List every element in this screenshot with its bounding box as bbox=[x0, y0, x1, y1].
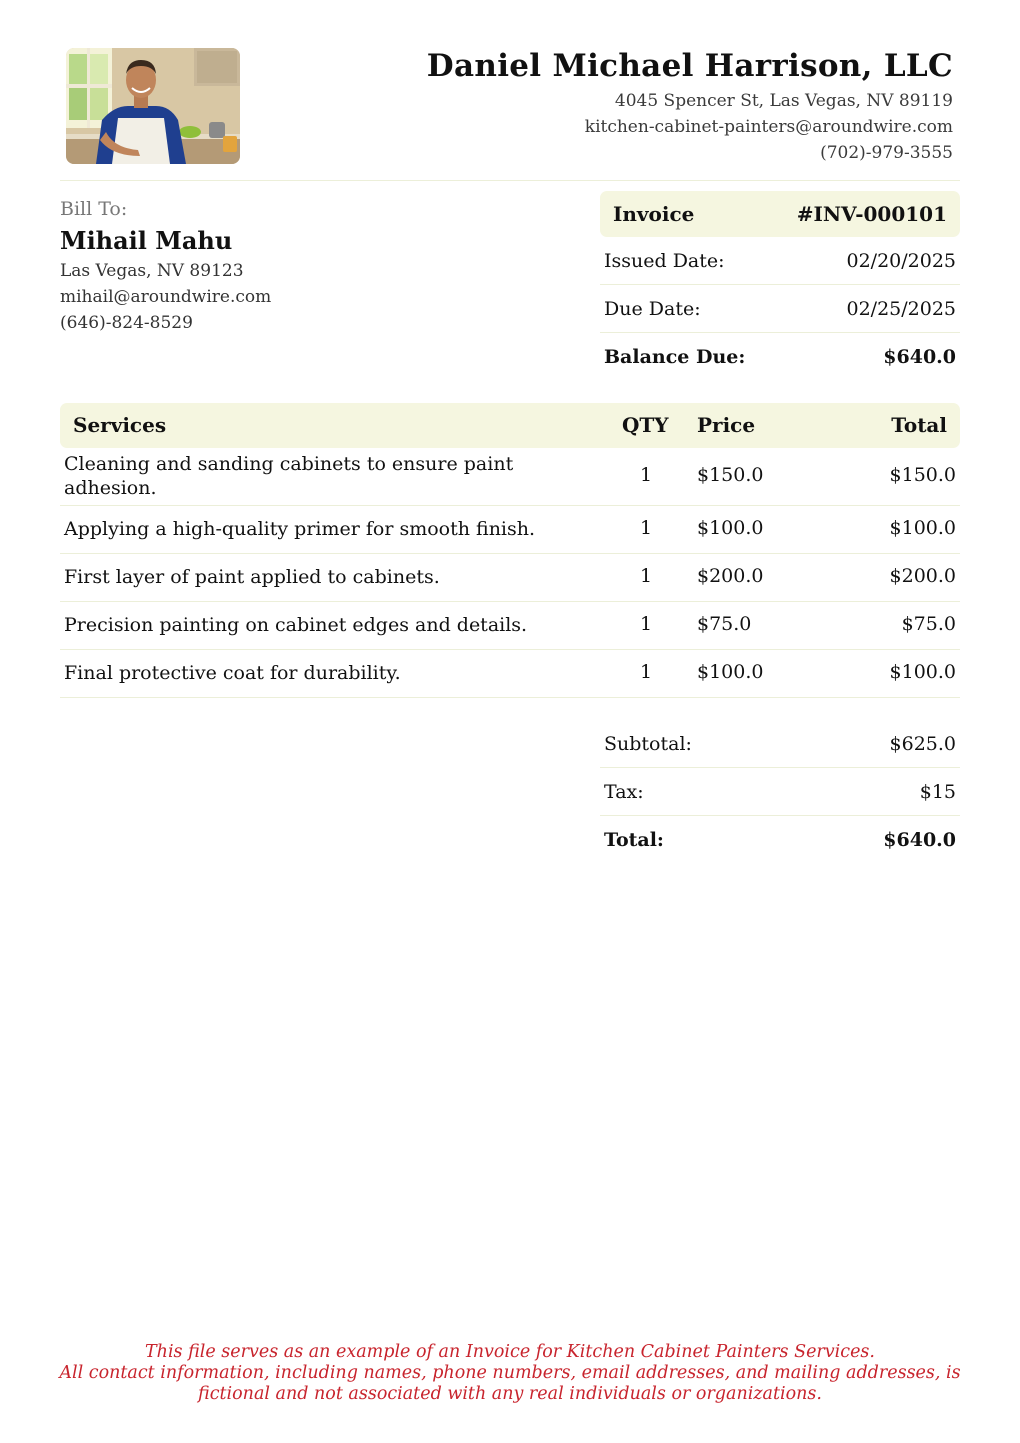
tax-label: Tax: bbox=[604, 780, 644, 803]
balance-due-label: Balance Due: bbox=[604, 345, 746, 368]
invoice-number: #INV-000101 bbox=[796, 202, 947, 226]
header-services: Services bbox=[73, 413, 167, 437]
service-total: $75.0 bbox=[901, 613, 956, 635]
table-row bbox=[60, 506, 960, 554]
total-label: Total: bbox=[604, 828, 664, 851]
company-address: 4045 Spencer St, Las Vegas, NV 89119 bbox=[614, 91, 953, 111]
services-table bbox=[60, 403, 960, 698]
client-name: Mihail Mahu bbox=[60, 226, 233, 255]
service-total: $150.0 bbox=[889, 464, 956, 486]
tax-row bbox=[600, 768, 960, 816]
client-phone[interactable]: (646)-824-8529 bbox=[60, 313, 193, 333]
invoice-meta bbox=[600, 191, 960, 380]
subtotal-label: Subtotal: bbox=[604, 732, 692, 755]
issued-date-label: Issued Date: bbox=[604, 249, 725, 272]
balance-due-value: $640.0 bbox=[883, 345, 956, 368]
disclaimer-line-3: fictional and not associated with any real individuals or organizations. bbox=[198, 1384, 822, 1404]
service-qty: 1 bbox=[640, 464, 653, 486]
client-address: Las Vegas, NV 89123 bbox=[60, 261, 244, 281]
company-email[interactable]: kitchen-cabinet-painters@aroundwire.com bbox=[584, 117, 953, 137]
balance-due-row bbox=[600, 333, 960, 380]
service-total: $100.0 bbox=[889, 517, 956, 539]
bill-to-label: Bill To: bbox=[60, 198, 128, 220]
table-row bbox=[60, 554, 960, 602]
invoice-header bbox=[60, 46, 960, 181]
disclaimer-note bbox=[20, 1342, 1000, 1405]
service-description: Precision painting on cabinet edges and details. bbox=[64, 614, 528, 636]
header-price: Price bbox=[697, 413, 756, 437]
company-name: Daniel Michael Harrison, LLC bbox=[426, 48, 953, 84]
invoice-number-header bbox=[600, 191, 960, 237]
disclaimer-line-2: All contact information, including names, phone numbers, email addresses, and mailing addresses, is bbox=[59, 1363, 961, 1383]
company-info bbox=[427, 46, 953, 166]
disclaimer-line-1: This file serves as an example of an Invoice for Kitchen Cabinet Painters Services. bbox=[145, 1342, 875, 1362]
service-price: $75.0 bbox=[697, 613, 752, 635]
subtotal-row bbox=[600, 720, 960, 768]
service-qty: 1 bbox=[640, 517, 653, 539]
table-row bbox=[60, 602, 960, 650]
tax-value: $15 bbox=[919, 780, 956, 803]
service-price: $100.0 bbox=[697, 517, 764, 539]
subtotal-value: $625.0 bbox=[889, 732, 956, 755]
header-qty: QTY bbox=[622, 413, 669, 437]
table-row bbox=[60, 650, 960, 698]
service-description: Applying a high-quality primer for smooth finish. bbox=[64, 518, 536, 540]
due-date-label: Due Date: bbox=[604, 297, 701, 320]
due-date-value: 02/25/2025 bbox=[846, 297, 956, 320]
total-row bbox=[600, 816, 960, 863]
service-description: Final protective coat for durability. bbox=[64, 662, 401, 684]
header-total: Total bbox=[891, 413, 947, 437]
service-total: $100.0 bbox=[889, 661, 956, 683]
service-price: $150.0 bbox=[697, 464, 764, 486]
issued-date-row bbox=[600, 237, 960, 285]
service-qty: 1 bbox=[640, 661, 653, 683]
service-description: First layer of paint applied to cabinets. bbox=[64, 566, 440, 588]
bill-to-section bbox=[60, 196, 271, 336]
services-table-header bbox=[60, 403, 960, 448]
company-phone[interactable]: (702)-979-3555 bbox=[820, 143, 953, 163]
service-price: $100.0 bbox=[697, 661, 764, 683]
totals-section bbox=[600, 720, 960, 863]
service-qty: 1 bbox=[640, 613, 653, 635]
due-date-row bbox=[600, 285, 960, 333]
table-row bbox=[60, 448, 960, 506]
service-price: $200.0 bbox=[697, 565, 764, 587]
invoice-label: Invoice bbox=[613, 202, 695, 226]
service-description: Cleaning and sanding cabinets to ensure paint adhesion. bbox=[64, 453, 514, 499]
service-qty: 1 bbox=[640, 565, 653, 587]
client-email[interactable]: mihail@aroundwire.com bbox=[60, 287, 272, 307]
total-value: $640.0 bbox=[883, 828, 956, 851]
company-photo bbox=[66, 48, 240, 164]
service-total: $200.0 bbox=[889, 565, 956, 587]
issued-date-value: 02/20/2025 bbox=[846, 249, 956, 272]
